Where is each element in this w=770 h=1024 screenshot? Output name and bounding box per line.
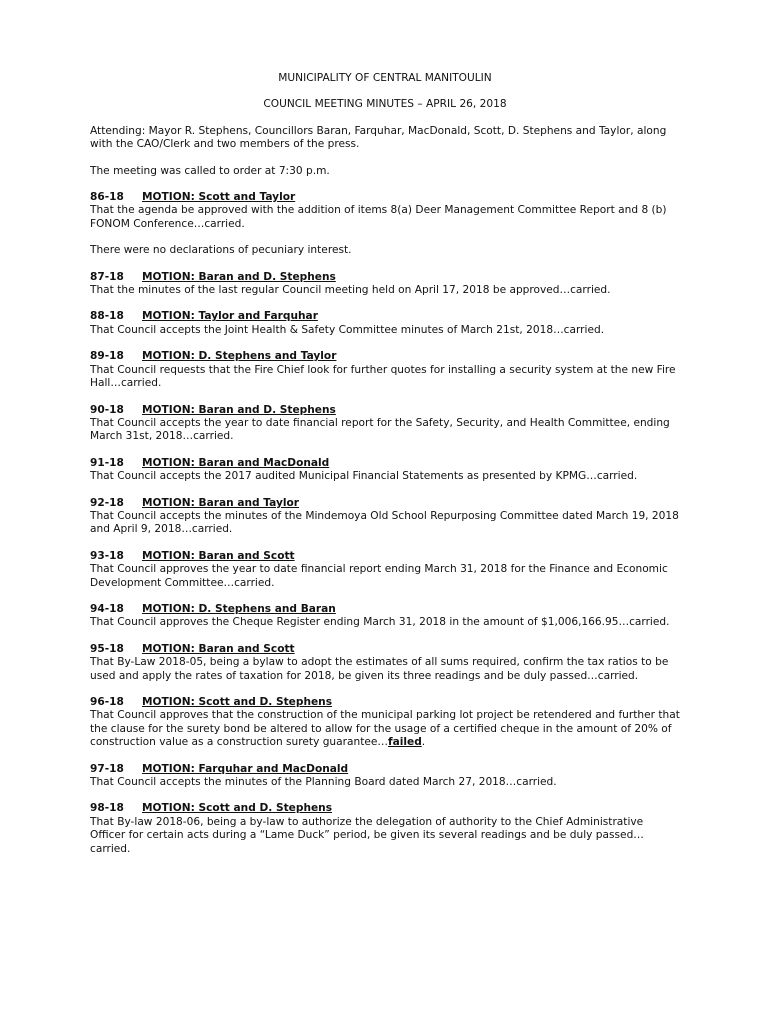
minutes-document: [90, 72, 680, 869]
motion-block: [90, 696, 680, 750]
motion-block: [90, 310, 680, 337]
motion-heading: [90, 310, 680, 323]
motion-movers: MOTION: Scott and D. Stephens: [142, 696, 333, 708]
motion-text: That Council accepts the minutes of the Mindemoya Old School Repurposing Committee dated March 19, 2018 and April 9, 2018…carried.: [90, 509, 679, 536]
motion-movers: MOTION: Scott and Taylor: [142, 191, 296, 204]
motion-movers: MOTION: Baran and MacDonald: [142, 456, 330, 469]
motion-heading: [90, 802, 680, 815]
attending-paragraph: Attending: Mayor R. Stephens, Councillors Baran, Farquhar, MacDonald, Scott, D. Stephens and Taylor, along with the CAO/Clerk and two members of the press.: [90, 124, 667, 151]
motion-number: 95-18: [90, 642, 124, 655]
motion-movers: MOTION: D. Stephens and Baran: [142, 602, 336, 615]
motion-movers: MOTION: Baran and D. Stephens: [142, 270, 336, 283]
motion-number: 88-18: [90, 310, 124, 323]
motion-result-failed: failed: [387, 736, 422, 749]
motion-number: 93-18: [90, 549, 124, 562]
motion-number: 94-18: [90, 602, 124, 615]
motion-block: [90, 191, 680, 231]
motion-movers: MOTION: Taylor and Farquhar: [142, 310, 318, 323]
motion-movers: MOTION: Baran and Taylor: [142, 496, 300, 509]
motion-block: [90, 271, 680, 298]
motion-text: That Council requests that the Fire Chief look for further quotes for installing a security system at the new Fire Hall…carried.: [90, 363, 676, 390]
motion-block: [90, 350, 680, 390]
motion-block: [90, 763, 680, 790]
motion-number: 87-18: [90, 270, 124, 283]
motion-heading: [90, 191, 680, 204]
motion-movers: MOTION: Scott and D. Stephens: [142, 802, 333, 815]
motion-text: That Council accepts the year to date financial report for the Safety, Security, and Health Committee, ending March 31st, 2018…carried.: [90, 416, 670, 443]
pecuniary-paragraph: There were no declarations of pecuniary interest.: [90, 244, 352, 257]
motion-block: [90, 497, 680, 537]
motion-heading: [90, 404, 680, 417]
motion-block: [90, 643, 680, 683]
motion-heading: [90, 271, 680, 284]
motion-text-suffix: .: [421, 736, 426, 749]
motion-movers: MOTION: Baran and Scott: [142, 549, 295, 562]
motion-movers: MOTION: Farquhar and MacDonald: [142, 762, 349, 775]
motion-text: That the minutes of the last regular Council meeting held on April 17, 2018 be approved…carried.: [90, 284, 611, 297]
motion-text: That Council accepts the minutes of the Planning Board dated March 27, 2018…carried.: [90, 776, 557, 789]
motion-text: That By-law 2018-06, being a by-law to authorize the delegation of authority to the Chief Administrative Officer for certain acts during a “Lame Duck” period, be given its several readings and be duly passed…carried.: [90, 815, 644, 855]
motion-heading: [90, 350, 680, 363]
motion-block: [90, 457, 680, 484]
motion-heading: [90, 643, 680, 656]
motion-number: 91-18: [90, 456, 124, 469]
motion-number: 97-18: [90, 762, 124, 775]
motion-movers: MOTION: Baran and D. Stephens: [142, 403, 336, 416]
motion-block: [90, 404, 680, 444]
call-to-order-paragraph: The meeting was called to order at 7:30 p.m.: [90, 164, 330, 177]
motion-block: [90, 802, 680, 856]
motion-text: That Council accepts the 2017 audited Municipal Financial Statements as presented by KPMG…carried.: [90, 470, 638, 483]
municipality-title: MUNICIPALITY OF CENTRAL MANITOULIN: [278, 72, 492, 84]
motion-movers: MOTION: Baran and Scott: [142, 642, 295, 655]
motion-text: That Council approves the year to date financial report ending March 31, 2018 for the Finance and Economic Development Committee…carried.: [90, 563, 668, 589]
motion-text-body: That Council approves that the construction of the municipal parking lot project be retendered and further that the clause for the surety bond be altered to allow for the usage of a certified cheque in the amount of 20% of construction value as a construction surety guarantee…: [90, 709, 680, 749]
motion-number: 96-18: [90, 696, 124, 708]
motion-number: 92-18: [90, 496, 124, 509]
motion-text: [90, 709, 680, 749]
motion-number: 86-18: [90, 191, 124, 204]
motion-number: 89-18: [90, 350, 124, 363]
motion-text: That the agenda be approved with the addition of items 8(a) Deer Management Committee Report and 8 (b) FONOM Conference…carried.: [90, 204, 667, 230]
motion-block: [90, 550, 680, 590]
motion-text: That Council approves the Cheque Register ending March 31, 2018 in the amount of $1,006,166.95…carried.: [90, 616, 670, 629]
motion-number: 98-18: [90, 802, 124, 815]
document-title: COUNCIL MEETING MINUTES – APRIL 26, 2018: [263, 98, 507, 111]
motion-heading: [90, 763, 680, 776]
motion-number: 90-18: [90, 403, 124, 416]
motion-heading: [90, 603, 680, 616]
motion-heading: [90, 457, 680, 470]
motion-text: That By-Law 2018-05, being a bylaw to adopt the estimates of all sums required, confirm the tax ratios to be used and apply the rates of taxation for 2018, be given its three readings and be duly passed…carried.: [90, 656, 669, 682]
motion-heading: [90, 550, 680, 563]
motion-movers: MOTION: D. Stephens and Taylor: [142, 350, 337, 363]
motion-block: [90, 603, 680, 630]
motion-heading: [90, 696, 680, 709]
motion-heading: [90, 497, 680, 510]
motion-text: That Council accepts the Joint Health & Safety Committee minutes of March 21st, 2018…carried.: [90, 323, 605, 336]
